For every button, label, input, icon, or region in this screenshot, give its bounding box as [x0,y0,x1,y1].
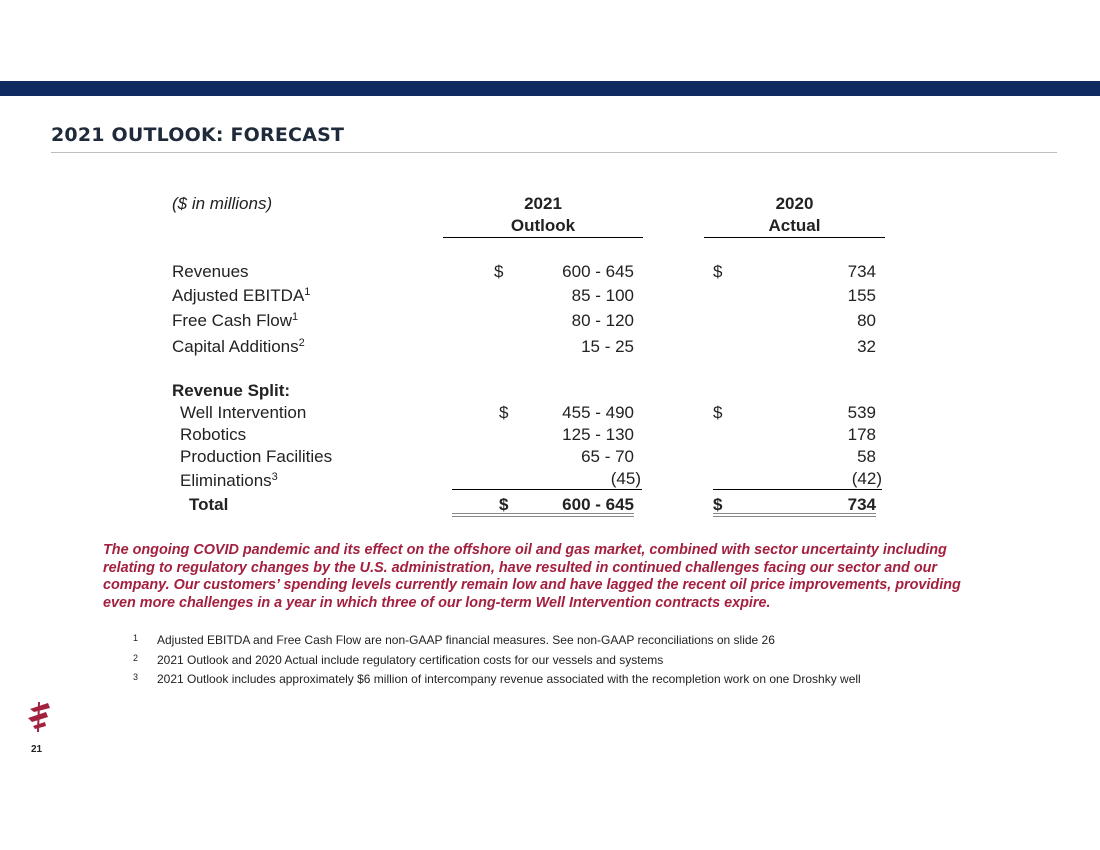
col-2020-underline [704,237,885,238]
col-2021-underline [443,237,643,238]
split-currency-2020: $ [713,403,723,422]
row-value-2021: 80 - 120 [571,311,634,330]
split-value-2020: 58 [857,447,876,466]
unit-label: ($ in millions) [172,194,273,213]
split-value-2020: (42) [851,469,882,488]
footnote-text: Adjusted EBITDA and Free Cash Flow are non-GAAP financial measures. See non-GAAP reconciliations on slide 26 [157,633,775,647]
page-title: 2021 OUTLOOK: FORECAST [51,124,345,146]
row-value-2021: 15 - 25 [581,337,634,356]
total-value-2020: 734 [847,495,876,514]
split-value-2021: (45) [610,469,641,488]
total-currency-2020: $ [713,495,723,514]
footnote-number: 3 [133,672,139,682]
split-value-2021: 65 - 70 [581,447,634,466]
row-label: Capital Additions$^2$ [172,337,305,356]
split-row-label: Production Facilities [180,447,333,466]
row-label: Adjusted EBITDA$^1$ [172,286,311,305]
col-2021-year: 2021 [524,194,562,213]
row-currency-2021: $ [494,262,504,281]
col-2021-sub: Outlook [510,216,576,235]
split-row-label: Robotics [180,425,247,444]
total-double-rule-2020 [713,513,876,517]
row-currency-2020: $ [713,262,723,281]
company-logo-icon [26,700,52,734]
split-currency-2021: $ [499,403,509,422]
row-label: Revenues [172,262,249,281]
split-row-label: Eliminations$^3$ [180,471,278,490]
col-2020-sub: Actual [768,216,821,235]
split-value-2020: 539 [847,403,876,422]
row-value-2020: 734 [847,262,876,281]
total-double-rule-2021 [452,513,634,517]
footnote-number: 1 [133,633,139,643]
split-value-2021: 125 - 130 [562,425,634,444]
revenue-split-heading: Revenue Split: [172,381,291,400]
split-row-label: Well Intervention [180,403,307,422]
commentary-note: The ongoing COVID pandemic and its effect on the offshore oil and gas market, combined with sector uncertainty including relating to regulatory changes by the U.S. administration, have resulted in continued challenges facing our sector and our company. Our customers’ spending levels currently remain low and have lagged the recent oil price improvements, providing even more challenges in a year in which three of our long-term Well Intervention contracts expire. [103,542,961,611]
total-currency-2021: $ [499,495,509,514]
footnote-text: 2021 Outlook includes approximately $6 million of intercompany revenue associated with the recompletion work on one Droshky well [157,672,861,686]
title-divider [51,152,1057,153]
row-value-2020: 80 [857,311,876,330]
split-value-2021: 455 - 490 [562,403,634,422]
page-number: 21 [31,744,43,755]
total-value-2021: 600 - 645 [562,495,634,514]
subtotal-rule-2020 [713,489,882,490]
footnote-text: 2021 Outlook and 2020 Actual include regulatory certification costs for our vessels and systems [157,653,664,667]
header-bar [0,81,1100,96]
row-value-2020: 32 [857,337,876,356]
row-value-2021: 85 - 100 [571,286,634,305]
split-value-2020: 178 [847,425,876,444]
subtotal-rule-2021 [452,489,642,490]
row-label: Free Cash Flow$^1$ [172,311,299,330]
footnote-number: 2 [133,653,139,663]
col-2020-year: 2020 [775,194,814,213]
row-value-2020: 155 [847,286,876,305]
row-value-2021: 600 - 645 [562,262,634,281]
total-label: Total [189,495,229,514]
